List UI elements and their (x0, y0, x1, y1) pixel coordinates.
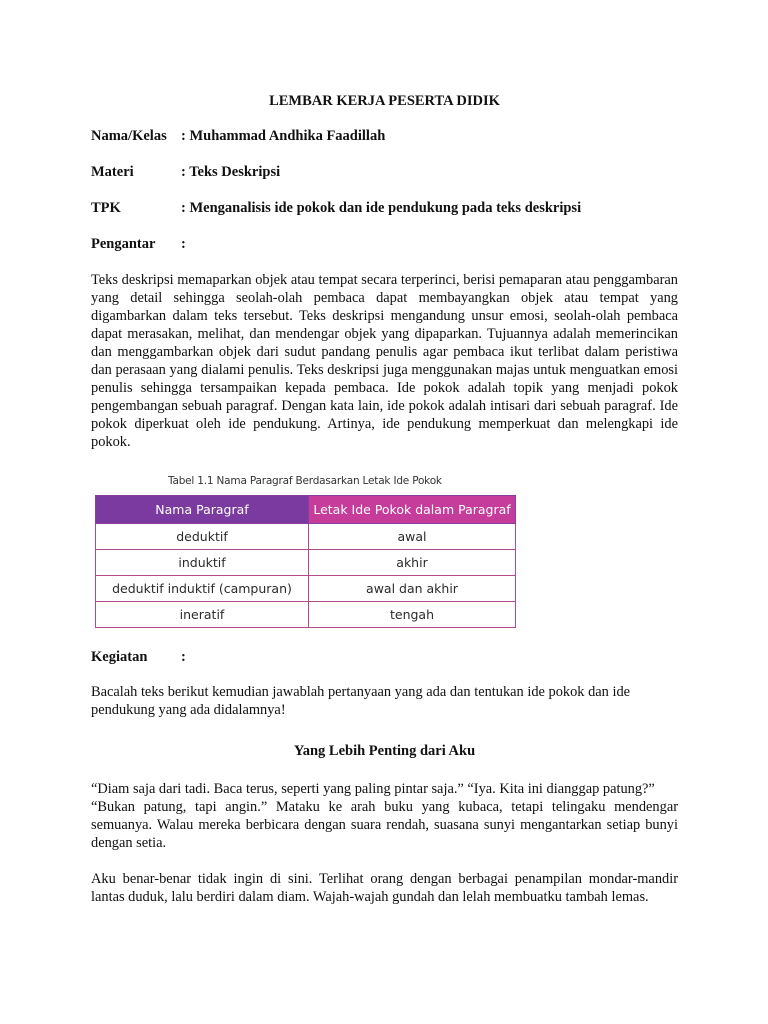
table-cell: deduktif induktif (campuran) (96, 576, 309, 602)
field-label: TPK (91, 200, 121, 216)
field-value: : Teks Deskripsi (181, 164, 281, 180)
table-header-row (96, 496, 516, 524)
field-value: : (181, 649, 186, 665)
field-materi (91, 164, 678, 181)
table-cell: awal dan akhir (309, 576, 516, 602)
table-row (96, 550, 516, 576)
story-paragraph: “Bukan patung, tapi angin.” Mataku ke arah buku yang kubaca, tetapi telingaku mendengar semuanya. Walau mereka berbicara dengan suara rendah, suasana sunyi mengantarkan setiap bunyi dengan setia. (91, 799, 678, 851)
table-cell: tengah (309, 602, 516, 628)
field-value: : (181, 236, 186, 252)
table-row (96, 524, 516, 550)
table-header-cell: Nama Paragraf (96, 496, 309, 524)
table-cell: induktif (96, 550, 309, 576)
table-cell: akhir (309, 550, 516, 576)
intro-paragraph: Teks deskripsi memaparkan objek atau tempat secara terperinci, berisi pemaparan atau penggambaran yang detail sehingga seolah-olah pembaca dapat membayangkan objek atau tempat yang digambarkan dalam teks tersebut. Teks deskripsi mengandung unsur emosi, seolah-olah pembaca dapat merasakan, melihat, dan mendengar objek yang dipaparkan. Tujuannya adalah memerincikan dan menggambarkan objek dari sudut pandang penulis agar pembaca ikut terlibat dalam peristiwa dan perasaan yang dialami penulis. Teks deskripsi juga menggunakan majas untuk menguatkan emosi penulis sehingga tersampaikan kepada pembaca. Ide pokok adalah topik yang menjadi pokok pengembangan sebuah paragraf. Dengan kata lain, ide pokok adalah intisari dari sebuah paragraf. Ide pokok diperkuat oleh ide pendukung. Artinya, ide pendukung memperkuat dan melengkapi ide pokok. (91, 272, 678, 450)
field-value: : Muhammad Andhika Faadillah (181, 128, 386, 144)
table-row (96, 576, 516, 602)
table-row (96, 602, 516, 628)
field-label: Materi (91, 164, 134, 180)
field-value: : Menganalisis ide pokok dan ide pendukung pada teks deskripsi (181, 200, 582, 216)
field-label: Kegiatan (91, 649, 148, 665)
story-paragraph: Aku benar-benar tidak ingin di sini. Terlihat orang dengan berbagai penampilan mondar-mandir lantas duduk, lalu berdiri dalam diam. Wajah-wajah gundah dan lelah membuatku tambah lemas. (91, 871, 678, 905)
field-pengantar (91, 236, 678, 253)
story-paragraph: “Diam saja dari tadi. Baca terus, seperti yang paling pintar saja.” “Iya. Kita ini dianggap patung?” (91, 781, 655, 797)
story-title: Yang Lebih Penting dari Aku (293, 743, 476, 759)
table-cell: deduktif (96, 524, 309, 550)
activity-instruction: Bacalah teks berikut kemudian jawablah pertanyaan yang ada dan tentukan ide pokok dan ide pendukung yang ada didalamnya! (91, 684, 631, 718)
table-cell: ineratif (96, 602, 309, 628)
table-header-cell: Letak Ide Pokok dalam Paragraf (309, 496, 516, 524)
field-kegiatan (91, 649, 678, 666)
field-label: Pengantar (91, 236, 156, 252)
paragraph-type-table (95, 495, 516, 628)
field-label: Nama/Kelas (91, 128, 167, 144)
table-caption: Tabel 1.1 Nama Paragraf Berdasarkan Letak Ide Pokok (168, 475, 442, 487)
document-page (91, 93, 678, 906)
field-tpk (91, 200, 678, 217)
document-title: LEMBAR KERJA PESERTA DIDIK (269, 93, 500, 109)
field-nama-kelas (91, 128, 678, 145)
table-cell: awal (309, 524, 516, 550)
